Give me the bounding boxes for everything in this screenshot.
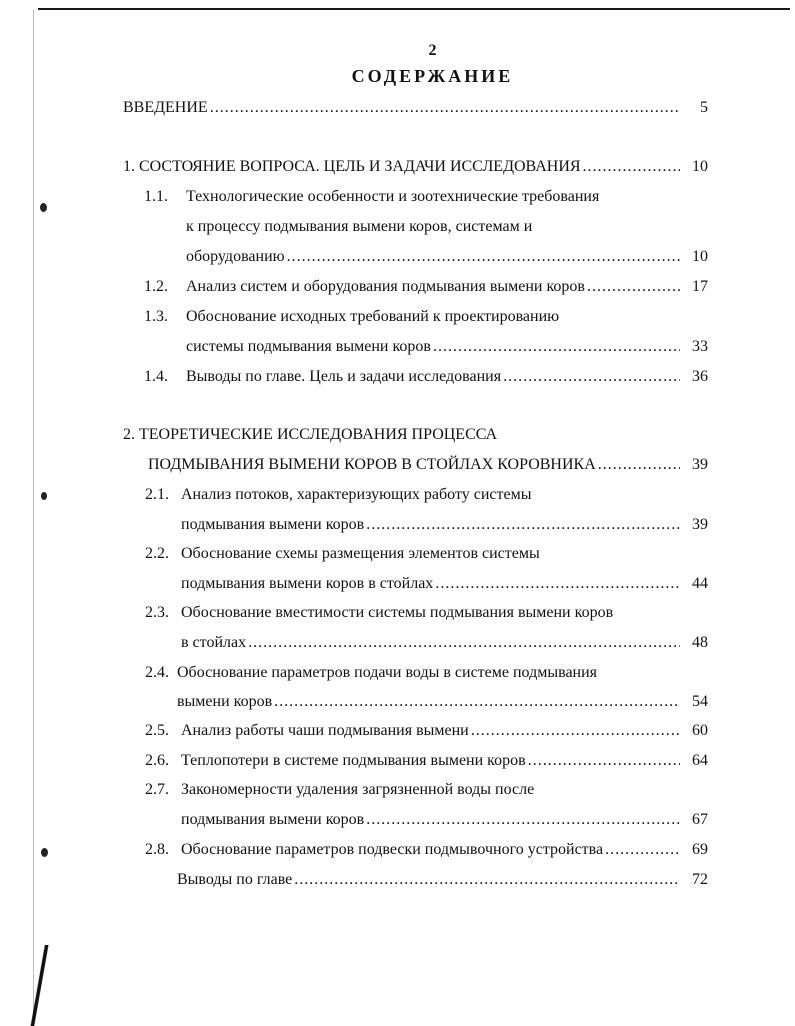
section-number: 2.8. — [145, 841, 169, 858]
scan-mark — [41, 492, 47, 500]
toc-section-1-3-end[interactable] — [186, 337, 708, 359]
scan-artifact — [30, 945, 52, 1026]
page-number: 2 — [428, 42, 437, 59]
toc-entry-label: ПОДМЫВАНИЯ ВЫМЕНИ КОРОВ В СТОЙЛАХ КОРОВНИКА — [148, 456, 596, 473]
toc-entry-label: подмывания вымени коров — [181, 811, 365, 828]
toc-entry-label: Анализ потоков, характеризующих работу системы — [181, 486, 532, 503]
toc-section-2-5[interactable] — [145, 721, 708, 743]
toc-entry-label: системы подмывания вымени коров — [186, 338, 431, 355]
leader-dots — [471, 721, 680, 741]
section-number: 2.6. — [145, 752, 169, 769]
toc-entry-label: Теплопотери в системе подмывания вымени коров — [181, 752, 526, 769]
section-number: 2.2. — [145, 545, 169, 562]
toc-section-2-8[interactable] — [145, 840, 708, 862]
toc-entry-intro[interactable] — [123, 98, 708, 120]
toc-entry-page: 10 — [692, 248, 708, 265]
leader-dots — [433, 337, 680, 357]
section-number: 2.4. — [145, 664, 169, 681]
toc-section-2-6[interactable] — [145, 751, 708, 773]
toc-section-1-1-end[interactable] — [186, 247, 708, 269]
toc-entry-label: Технологические особенности и зоотехнические требования — [186, 188, 600, 205]
toc-entry-page: 44 — [692, 575, 708, 592]
toc-entry-label: вымени коров — [177, 693, 273, 710]
leader-dots — [294, 870, 680, 890]
toc-entry-label: подмывания вымени коров в стойлах — [181, 575, 434, 592]
toc-entry-label: Выводы по главе. Цель и задачи исследования — [186, 368, 502, 385]
section-number: 1.4. — [144, 368, 168, 385]
toc-chapter-1[interactable] — [123, 157, 708, 179]
scan-mark — [41, 848, 48, 857]
section-number: 1.3. — [144, 308, 168, 325]
toc-section-2-2[interactable] — [145, 544, 665, 566]
section-number: 1.1. — [144, 188, 168, 205]
leader-dots — [528, 751, 680, 771]
top-rule — [38, 8, 790, 10]
leader-dots — [366, 515, 680, 535]
toc-chapter-2-conclusions[interactable] — [177, 870, 708, 892]
section-number: 2.7. — [145, 781, 169, 798]
toc-entry-label: Обоснование схемы размещения элементов системы — [181, 545, 540, 562]
toc-entry-page: 17 — [692, 278, 708, 295]
section-number: 2.5. — [145, 722, 169, 739]
toc-entry-label: 1. СОСТОЯНИЕ ВОПРОСА. ЦЕЛЬ И ЗАДАЧИ ИССЛЕДОВАНИЯ — [123, 158, 581, 175]
toc-section-2-1[interactable] — [145, 485, 665, 507]
leader-dots — [503, 367, 680, 387]
leader-dots — [287, 247, 680, 267]
scan-mark — [40, 203, 47, 212]
leader-dots — [583, 157, 680, 177]
scan-margin-line — [33, 10, 34, 1020]
toc-entry-label: Выводы по главе — [177, 871, 293, 888]
toc-section-2-7-end[interactable] — [181, 810, 708, 832]
toc-section-1-1-cont — [186, 217, 666, 239]
toc-entry-page: 69 — [692, 841, 708, 858]
toc-entry-page: 39 — [692, 456, 708, 473]
toc-entry-page: 72 — [692, 871, 708, 888]
leader-dots — [587, 277, 680, 297]
toc-section-2-4[interactable] — [145, 663, 685, 685]
toc-section-2-4-end[interactable] — [177, 692, 708, 714]
leader-dots — [366, 810, 680, 830]
toc-entry-page: 54 — [692, 693, 708, 710]
toc-entry-label: Обоснование вместимости системы подмывания вымени коров — [181, 604, 614, 621]
leader-dots — [598, 455, 680, 475]
leader-dots — [435, 574, 680, 594]
toc-entry-label: в стойлах — [181, 634, 247, 651]
toc-entry-page: 10 — [692, 158, 708, 175]
toc-entry-label: оборудованию — [186, 248, 285, 265]
toc-entry-page: 39 — [692, 516, 708, 533]
toc-section-2-1-end[interactable] — [181, 515, 708, 537]
toc-entry-label: к процессу подмывания вымени коров, системам и — [186, 218, 533, 235]
toc-entry-label: ВВЕДЕНИЕ — [123, 99, 208, 116]
leader-dots — [248, 633, 680, 653]
toc-title: СОДЕРЖАНИЕ — [351, 66, 514, 86]
section-number: 1.2. — [144, 278, 168, 295]
toc-entry-page: 64 — [692, 752, 708, 769]
toc-section-2-2-end[interactable] — [181, 574, 708, 596]
toc-entry-label: Анализ систем и оборудования подмывания вымени коров — [186, 278, 585, 295]
toc-entry-page: 5 — [700, 99, 708, 116]
toc-entry-label: Обоснование исходных требований к проектированию — [186, 308, 560, 325]
toc-entry-label: Обоснование параметров подвески подмывочного устройства — [181, 841, 604, 858]
toc-entry-page: 60 — [692, 722, 708, 739]
toc-entry-page: 33 — [692, 338, 708, 355]
toc-entry-label: подмывания вымени коров — [181, 516, 365, 533]
section-number: 2.3. — [145, 604, 169, 621]
toc-section-1-3[interactable] — [144, 307, 664, 329]
toc-entry-label: Обоснование параметров подачи воды в системе подмывания — [177, 664, 598, 681]
toc-section-2-3[interactable] — [145, 603, 685, 625]
toc-section-2-7[interactable] — [145, 780, 665, 802]
toc-entry-label: Анализ работы чаши подмывания вымени — [181, 722, 469, 739]
toc-chapter-2-end[interactable] — [148, 455, 708, 477]
toc-section-1-4[interactable] — [144, 367, 708, 389]
leader-dots — [210, 98, 680, 118]
toc-entry-label: 2. ТЕОРЕТИЧЕСКИЕ ИССЛЕДОВАНИЯ ПРОЦЕССА — [123, 426, 498, 443]
leader-dots — [605, 840, 680, 860]
toc-section-2-3-end[interactable] — [181, 633, 708, 655]
toc-entry-page: 36 — [692, 368, 708, 385]
toc-chapter-2[interactable] — [123, 425, 663, 447]
section-number: 2.1. — [145, 486, 169, 503]
toc-entry-page: 48 — [692, 634, 708, 651]
toc-entry-page: 67 — [692, 811, 708, 828]
toc-section-1-2[interactable] — [144, 277, 708, 299]
toc-section-1-1[interactable] — [144, 187, 664, 209]
leader-dots — [274, 692, 680, 712]
toc-entry-label: Закономерности удаления загрязненной воды после — [181, 781, 535, 798]
